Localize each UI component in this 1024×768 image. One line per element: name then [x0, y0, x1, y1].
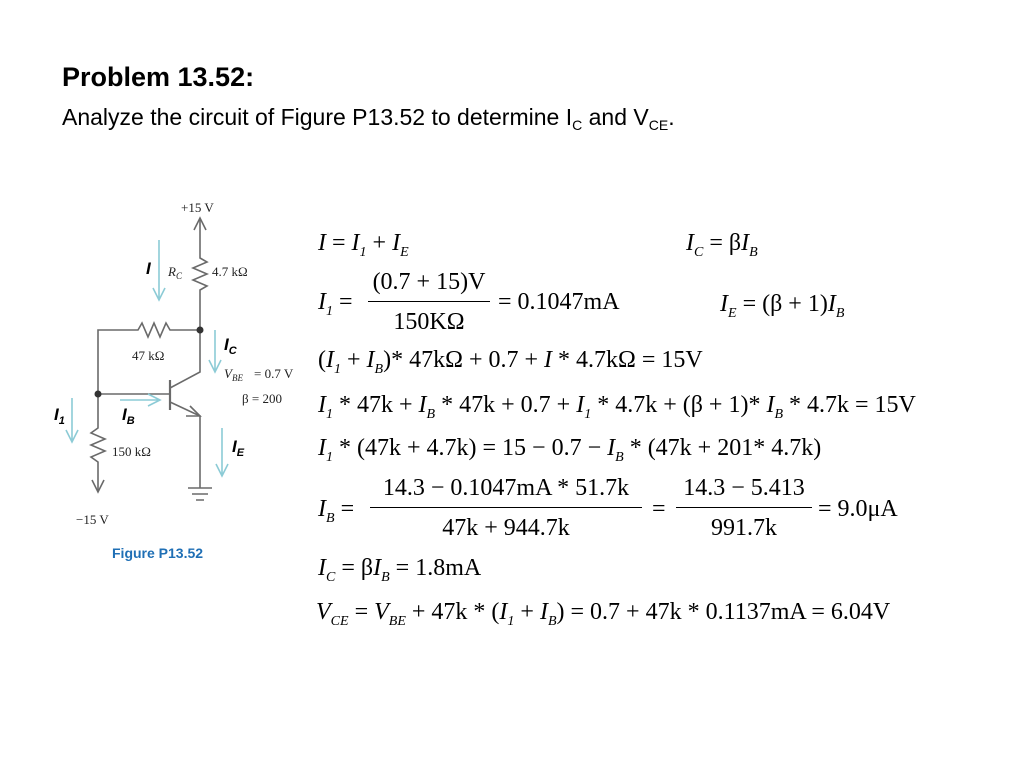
eq7-IB-sub: B: [381, 570, 390, 585]
eq5-I1: I: [318, 435, 326, 461]
ground-symbol: [188, 488, 212, 500]
eq8-I1: I: [499, 599, 508, 625]
vbe-letter: V: [224, 366, 232, 381]
re-resistor: [91, 394, 105, 490]
eq-ib-result: = 9.0μA: [818, 496, 898, 522]
eq4-I1: I: [318, 392, 326, 418]
current-I1-arrow: [66, 398, 78, 442]
eq4-d: * 4.7k = 15V: [783, 392, 916, 418]
eq1-IE: I: [392, 230, 401, 256]
eq2r-beta: = (β + 1): [736, 291, 828, 317]
vbe-sub: BE: [231, 373, 243, 383]
rf-value: 47 kΩ: [132, 348, 165, 363]
transistor-emitter: [170, 402, 200, 488]
label-I1-letter: I: [54, 405, 59, 424]
eq1-plus: +: [366, 230, 393, 256]
eq4-I1b-sub: 1: [584, 407, 592, 422]
eq3-I1: I: [326, 347, 334, 373]
eq8-plus: +: [514, 599, 540, 625]
eq-ie-beta: [720, 292, 844, 321]
eq-i1-fraction-bar: [368, 301, 490, 302]
eq3-mid: * 47kΩ + 0.7 +: [391, 347, 545, 373]
eq8-VCE-sub: CE: [330, 614, 349, 629]
eq8-VCE: V: [316, 599, 331, 625]
current-IC-arrow: [209, 330, 221, 372]
eq1-IE-sub: E: [400, 245, 409, 260]
collector-node: [197, 327, 204, 334]
label-IE: [232, 437, 245, 459]
eq3-end: * 4.7kΩ = 15V: [552, 347, 703, 373]
eq7-beta: = β: [335, 555, 374, 581]
eq-ib-lhs: [318, 497, 354, 526]
eq5-IB: I: [607, 435, 616, 461]
eq8-VBE-sub: BE: [388, 614, 406, 629]
eq-vce-result: [316, 600, 890, 629]
eq7-IB: I: [373, 555, 382, 581]
vbe-value: = 0.7 V: [254, 366, 294, 381]
eq-ib-numerator-2: 14.3 − 5.413: [683, 475, 805, 501]
label-IB-letter: I: [122, 405, 127, 424]
eq1r-beta: = β: [703, 230, 742, 256]
eq3-IB: I: [366, 347, 375, 373]
label-IB-sub: B: [126, 415, 135, 427]
eq2-eq: =: [339, 289, 353, 315]
eq8-a: + 47k * (: [405, 599, 500, 625]
eq1r-IB: I: [741, 230, 750, 256]
eq5-a: * (47k + 4.7k) = 15 − 0.7 −: [333, 435, 608, 461]
rc-sub: C: [175, 271, 182, 281]
eq6-IB: I: [318, 496, 326, 522]
eq-i1-denominator: 150KΩ: [393, 309, 465, 335]
rc-label: [167, 264, 183, 281]
base-node: [95, 391, 102, 398]
eq-current-sum: [318, 231, 409, 260]
label-I: I: [146, 259, 151, 278]
eq8-eq: =: [348, 599, 375, 625]
statement-text-mid: and V: [582, 104, 649, 130]
rc-letter: R: [168, 264, 176, 279]
eq1-eq: =: [332, 230, 352, 256]
re-value: 150 kΩ: [112, 444, 151, 459]
eq4-IB: I: [418, 392, 427, 418]
eq-i1-numerator: (0.7 + 15)V: [372, 269, 486, 295]
label-IC-sub: C: [228, 345, 237, 357]
circuit-diagram: [40, 190, 310, 570]
eq-i1-lhs: [318, 290, 353, 319]
eq4-c: * 4.7k + (β + 1)*: [591, 392, 767, 418]
eq4-a: * 47k +: [333, 392, 419, 418]
eq7-IC-sub: C: [326, 570, 336, 585]
eq1r-IC: I: [686, 230, 694, 256]
beta-value: β = 200: [242, 391, 282, 406]
eq5-b: * (47k + 201* 4.7k): [623, 435, 822, 461]
eq5-IB-sub: B: [615, 450, 624, 465]
eq-ib-fraction-bar-1: [370, 507, 642, 508]
label-IE-letter: I: [232, 437, 237, 456]
vbe-label: [224, 366, 243, 383]
eq-kvl-3: [318, 436, 821, 465]
eq1-I1-sub: 1: [359, 245, 367, 260]
eq3-paren-close: ): [383, 347, 392, 373]
eq7-val: = 1.8mA: [389, 555, 482, 581]
eq3-plus: +: [341, 347, 367, 373]
eq-ic-beta: [686, 231, 758, 260]
figure-caption: Figure P13.52: [112, 545, 204, 561]
current-IE-arrow: [216, 428, 228, 476]
eq8-VBE: V: [374, 599, 389, 625]
statement-sub-ce: CE: [648, 117, 669, 133]
vminus-label: −15 V: [76, 512, 109, 527]
eq-ib-eq2: =: [652, 496, 666, 522]
eq2-I1-sub: 1: [326, 304, 333, 319]
current-I-arrow: [153, 240, 165, 300]
label-IE-sub: E: [236, 447, 245, 459]
label-I1: [54, 405, 65, 427]
eq8-I1-sub: 1: [507, 614, 515, 629]
eq2r-IB-sub: B: [835, 306, 845, 321]
label-IC: [224, 335, 238, 357]
vplus-label: +15 V: [181, 200, 214, 215]
label-IB: [122, 405, 135, 427]
statement-text-end: .: [668, 104, 675, 130]
eq-kvl-2: [318, 393, 916, 422]
statement-text: Analyze the circuit of Figure P13.52 to determine I: [62, 104, 573, 130]
eq3-I1-sub: 1: [334, 362, 341, 377]
eq6-eq: =: [340, 496, 355, 522]
eq4-IBb-sub: B: [774, 407, 784, 422]
eq-ib-fraction-bar-2: [676, 507, 812, 508]
eq3-I: I: [544, 347, 553, 373]
eq-ib-denominator-1: 47k + 944.7k: [442, 515, 570, 541]
eq-kvl-1: [318, 348, 703, 377]
eq1r-IB-sub: B: [749, 245, 758, 260]
eq4-IB-sub: B: [426, 407, 436, 422]
label-IC-letter: I: [224, 335, 229, 354]
statement-sub-c: C: [572, 117, 583, 133]
eq8-end: ) = 0.7 + 47k * 0.1137mA = 6.04V: [556, 599, 891, 625]
eq8-IB-sub: B: [547, 614, 557, 629]
eq5-I1-sub: 1: [326, 450, 333, 465]
eq2r-IE: I: [720, 291, 728, 317]
eq1-I1: I: [351, 230, 360, 256]
rc-resistor: [193, 252, 207, 332]
eq4-I1-sub: 1: [326, 407, 333, 422]
eq3-paren-open: (: [318, 347, 326, 373]
eq4-b: * 47k + 0.7 +: [435, 392, 577, 418]
eq4-I1b: I: [576, 392, 585, 418]
eq3-IB-sub: B: [374, 362, 384, 377]
eq2-I1: I: [318, 289, 326, 315]
transistor-collector: [170, 332, 200, 388]
eq7-IC: I: [318, 555, 326, 581]
eq6-IB-sub: B: [326, 511, 335, 526]
rc-value: 4.7 kΩ: [212, 264, 248, 279]
problem-statement: [62, 104, 675, 133]
eq-ib-numerator-1: 14.3 − 0.1047mA * 51.7k: [382, 475, 630, 501]
problem-title: Problem 13.52:: [62, 62, 255, 92]
eq-i1-result: = 0.1047mA: [498, 289, 620, 315]
eq4-IBb: I: [766, 392, 775, 418]
eq-ib-denominator-2: 991.7k: [711, 515, 777, 541]
eq8-IB: I: [539, 599, 548, 625]
eq1r-IC-sub: C: [694, 245, 704, 260]
eq-ic-result: [318, 556, 481, 585]
eq2r-IB: I: [827, 291, 836, 317]
eq1-I: I: [318, 230, 326, 256]
eq2r-IE-sub: E: [728, 306, 737, 321]
label-I1-sub: 1: [58, 415, 65, 427]
